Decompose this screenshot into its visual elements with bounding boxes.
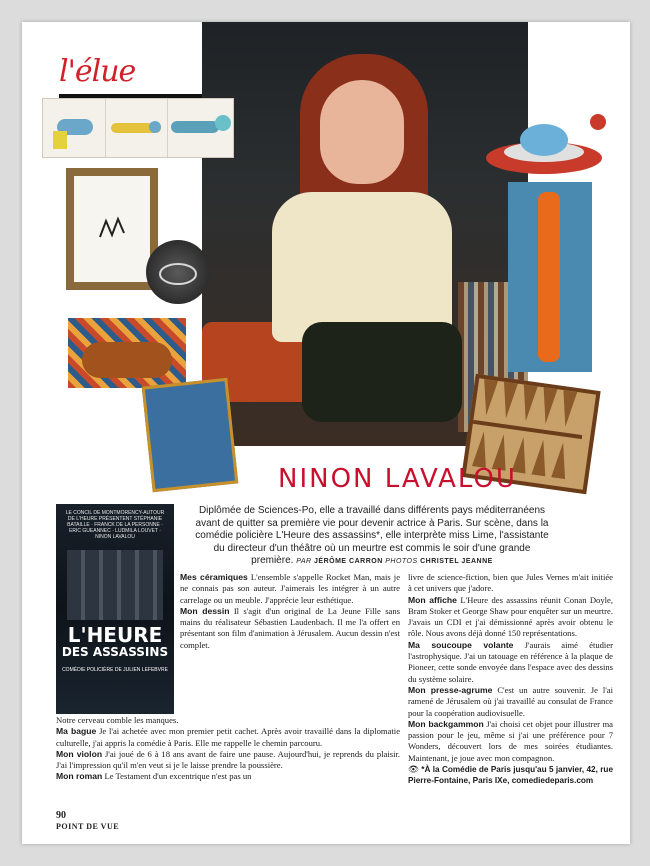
paragraph (180, 606, 400, 651)
paragraph-label: Mes céramiques (180, 572, 248, 582)
flying-saucer-image (478, 106, 618, 186)
paragraph (56, 749, 400, 772)
article-title: NINON LAVALOU (278, 464, 517, 494)
novel-book-image (142, 378, 239, 492)
paragraph-label: Mon presse-agrume (408, 684, 493, 695)
tile (43, 99, 106, 157)
paragraph-label: Ma bague (56, 726, 97, 737)
blouse-shape (272, 192, 452, 342)
ring-icon (146, 240, 210, 304)
paragraph (180, 572, 400, 606)
info-text: *À la Comédie de Paris jusqu'au 5 janvier, 42, rue Pierre-Fontaine, Paris IXe, comediedeparis.com (408, 765, 613, 786)
paragraph-text: C'est un autre souvenir. Je l'ai ramené de Jérusalem où j'ai travaillé au consulat de France pour la coopération audiovisuelle. (408, 684, 613, 718)
juicer-image (508, 182, 592, 372)
paragraph-text: Notre cerveau comble les manques. (56, 715, 179, 725)
column-right (408, 572, 613, 787)
paragraph (408, 719, 613, 764)
info-line (408, 764, 613, 787)
byline-photographer: CHRISTEL JEANNE (420, 558, 493, 565)
rocket-man-icon (105, 99, 167, 157)
poster-title-line2: DES ASSASSINS (61, 645, 169, 659)
paragraph-label: Mon violon (56, 748, 103, 759)
article-lead (192, 505, 552, 569)
column-left-bottom (56, 715, 400, 783)
paragraph (408, 595, 613, 640)
lead-text: Diplômée de Sciences-Po, elle a travaillé dans différents pays méditerranéens avant de quitter sa première vie pour devenir actrice à Paris. Sur scène, dans la comédie policière L'Heure des assassins*, elle interprète miss Lime, l'assistante du directeur d'un théâtre où un meurtre est commis le soir d'une grande première. (195, 505, 549, 566)
paragraph-text: L'Heure des assassins réunit Conan Doyle, Bram Stoker et George Shaw pour enquêter sur un meurtre. J'avais un CDI et j'ai démissionné après avoir obtenu le rôle. Nous avons déjà donné 150 représentations. (408, 594, 613, 639)
byline-author: JÉRÔME CARRON (314, 558, 383, 565)
paragraph-label: Mon affiche (408, 594, 457, 605)
magazine-page (22, 22, 630, 844)
tile (105, 99, 168, 157)
paragraph-text: J'ai choisi cet objet pour illustrer ma passion pour le jeu, même si j'ai une préférence pour 7 Wonders, découvert lors de mes soirées étudiantes. Maintenant, je joue avec mon compagnon. (408, 718, 613, 763)
folio (56, 810, 119, 832)
paragraph-label: Mon backgammon (408, 718, 484, 729)
skirt-shape (302, 322, 462, 422)
eye-icon: 👁 (408, 764, 420, 775)
ring-image (146, 240, 210, 304)
magazine-name: POINT DE VUE (56, 822, 120, 831)
paragraph-text: J'aurais aimé étudier l'astrophysique. J'ai un tatouage en référence à la plaque de Pioneer, cette sonde envoyée dans l'espace avec des dessins du système solaire. (408, 639, 613, 684)
page-number: 90 (56, 810, 66, 821)
paragraph-text: Je l'ai achetée avec mon premier petit cachet. Après avoir travaillé dans la diplomatie culturelle, j'ai appris la comédie à Paris. Elle me rappelle le chemin parcouru. (56, 726, 401, 748)
tile (167, 99, 229, 157)
paragraph (408, 685, 613, 719)
byline (296, 558, 493, 565)
poster-cast: LE CONCIL DE MONTMORENCY-AUTOUR DE L'HEURE PRÉSENTENT STÉPHANIE BATAILLE · FRANCK DE LA PERSONNE · ERIC GUEANNEC · LUDMILA LOUVET · NINON LAVALOU (65, 510, 165, 540)
ceramic-tiles-image (42, 98, 234, 158)
sketch-icon (92, 209, 132, 249)
paragraph (56, 726, 400, 749)
diver-icon (167, 99, 233, 157)
paragraph-label: Mon dessin (180, 605, 230, 616)
paragraph (408, 640, 613, 685)
byline-photos: PHOTOS (385, 558, 418, 565)
paragraph (408, 572, 613, 595)
paragraph-label: Mon roman (56, 771, 103, 782)
juicer-body (538, 192, 560, 362)
byline-par: PAR (296, 558, 312, 565)
paragraph-text: Le Testament d'un excentrique n'est pas un (104, 771, 252, 782)
paragraph-text: Il s'agit d'un original de La Jeune Fille sans mains du réalisateur Sébastien Laudenbach. Il me l'a offert en présentant son film d'animation à Jérusalem. Aucun dessin n'est complet. (180, 605, 400, 650)
ufo-icon (478, 106, 618, 186)
paragraph (56, 715, 400, 726)
paragraph-text: livre de science-fiction, bien que Jules Vernes m'ait initiée à cet univers que j'adore. (408, 572, 613, 594)
hairdryer-icon (43, 99, 105, 157)
paragraph-label: Ma soucoupe volante (408, 639, 514, 650)
poster-subtitle: COMÉDIE POLICIÈRE DE JULIEN LEFEBVRE (62, 667, 168, 673)
section-title: l'élue (59, 54, 136, 89)
paragraph-text: L'ensemble s'appelle Rocket Man, mais je ne connais pas son auteur. J'aimerais les intégrer à un autre carrelage ou un meuble. J'apprécie leur esthétique. (180, 572, 401, 605)
poster-title-line1: L'HEURE (67, 623, 163, 647)
face-shape (320, 80, 404, 184)
violin-image (82, 342, 172, 378)
poster-cast-photo (67, 550, 163, 620)
framed-drawing-image (66, 168, 158, 290)
paragraph-text: J'ai joué de 6 à 18 ans avant de faire une pause. Aujourd'hui, je reprends du plaisir. J'ai l'impression qu'il m'en veut si je le laisse prendre la poussière. (56, 748, 400, 771)
paragraph (56, 771, 400, 782)
play-poster (56, 504, 174, 714)
column-left-top (180, 572, 400, 651)
